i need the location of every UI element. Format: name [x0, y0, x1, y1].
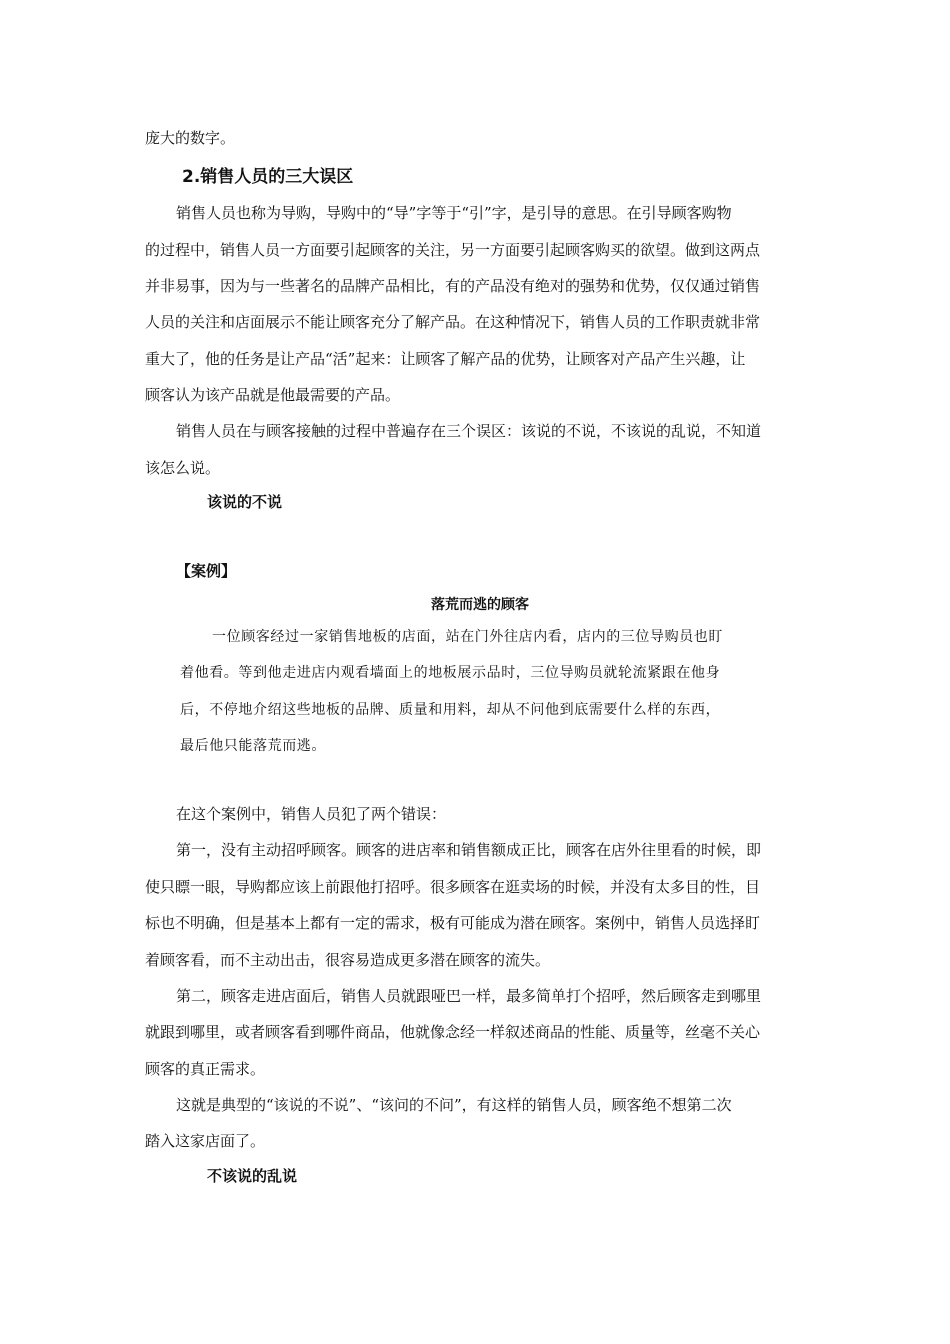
text-line: 第二，顾客走进店面后，销售人员就跟哑巴一样，最多简单打个招呼，然后顾客走到哪里: [176, 987, 762, 1005]
text-line: 踏入这家店面了。: [145, 1132, 266, 1150]
text-line: 销售人员在与顾客接触的过程中普遍存在三个误区：该说的不说，不该说的乱说，不知道: [176, 422, 762, 440]
text-line: 着顾客看，而不主动出击，很容易造成更多潜在顾客的流失。: [145, 951, 551, 969]
text-line: 并非易事，因为与一些著名的品牌产品相比，有的产品没有绝对的强势和优势，仅仅通过销售: [145, 277, 761, 295]
text-line: 标也不明确，但是基本上都有一定的需求，极有可能成为潜在顾客。案例中，销售人员选择盯: [145, 914, 761, 932]
text-line: 使只瞟一眼，导购都应该上前跟他打招呼。很多顾客在逛卖场的时候，并没有太多目的性，目: [145, 878, 761, 896]
text-line: 销售人员也称为导购，导购中的“导”字等于“引”字，是引导的意思。在引导顾客购物: [176, 204, 732, 222]
text-line: 这就是典型的“该说的不说”、“该问的不问”，有这样的销售人员，顾客绝不想第二次: [176, 1096, 732, 1114]
text-line: 庞大的数字。: [145, 129, 236, 147]
case-text-line: 最后他只能落荒而逃。: [180, 738, 326, 754]
text-line: 第一，没有主动招呼顾客。顾客的进店率和销售额成正比，顾客在店外往里看的时候，即: [176, 841, 762, 859]
text-line: 重大了，他的任务是让产品“活”起来：让顾客了解产品的优势，让顾客对产品产生兴趣，让: [145, 350, 746, 368]
section-heading: 2.销售人员的三大误区: [182, 167, 354, 187]
case-text-line: 后，不停地介绍这些地板的品牌、质量和用料，却从不问他到底需要什么样的东西，: [180, 702, 721, 718]
text-line: 顾客的真正需求。: [145, 1060, 266, 1078]
text-line: 顾客认为该产品就是他最需要的产品。: [145, 386, 401, 404]
case-label: 【案例】: [176, 562, 237, 580]
text-line: 该怎么说。: [145, 459, 221, 477]
text-line: 在这个案例中，销售人员犯了两个错误：: [176, 805, 447, 823]
sub-heading: 该说的不说: [207, 493, 283, 511]
text-line: 人员的关注和店面展示不能让顾客充分了解产品。在这种情况下，销售人员的工作职责就非常: [145, 313, 761, 331]
text-line: 就跟到哪里，或者顾客看到哪件商品，他就像念经一样叙述商品的性能、质量等，丝毫不关心: [145, 1023, 761, 1041]
case-text-line: 一位顾客经过一家销售地板的店面，站在门外往店内看，店内的三位导购员也盯: [212, 629, 723, 645]
sub-heading: 不该说的乱说: [207, 1167, 298, 1185]
case-text-line: 着他看。等到他走进店内观看墙面上的地板展示品时，三位导购员就轮流紧跟在他身: [180, 665, 721, 681]
text-line: 的过程中，销售人员一方面要引起顾客的关注，另一方面要引起顾客购买的欲望。做到这两点: [145, 241, 761, 259]
case-title: 落荒而逃的顾客: [431, 597, 529, 613]
